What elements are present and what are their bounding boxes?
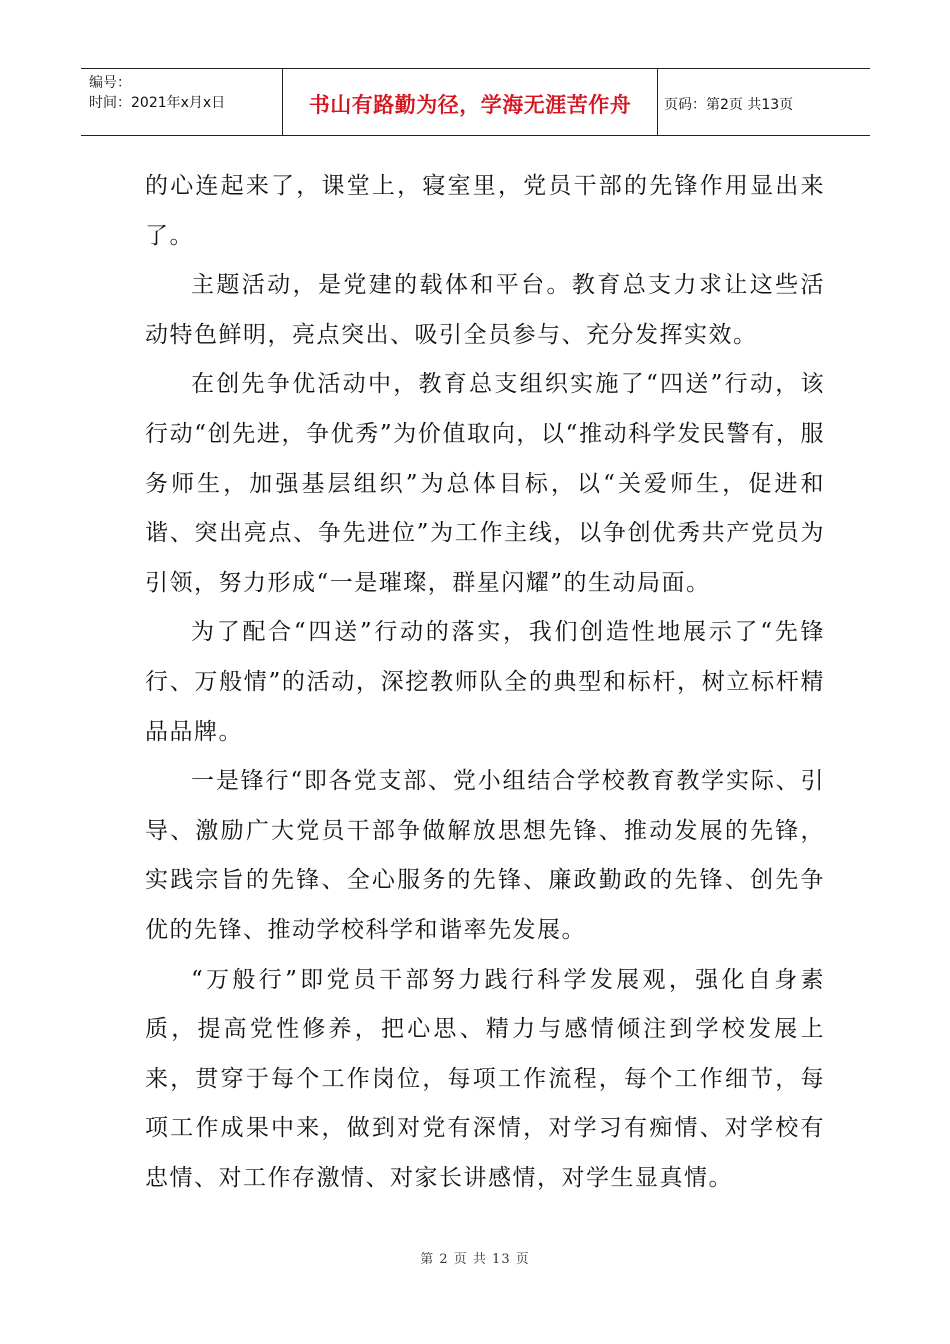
document-body <box>145 162 825 1203</box>
paragraph-continuation: 的心连起来了，课堂上，寝室里，党员干部的先锋作用显出来了。 <box>145 173 825 249</box>
paragraph: 为了配合“四送”行动的落实，我们创造性地展示了“先锋行、万般情”的活动，深挖教师队全的典型和标杆，树立标杆精品品牌。 <box>145 619 825 745</box>
paragraph: 在创先争优活动中，教育总支组织实施了“四送”行动，该行动“创先进，争优秀”为价值取向，以“推动科学发民警有，服务师生，加强基层组织”为总体目标，以“关爱师生，促进和谐、突出亮点、争先进位”为工作主线，以争创优秀共产党员为引领，努力形成“一是璀璨，群星闪耀”的生动局面。 <box>145 371 825 596</box>
date-label: 时间：2021年x月x日 <box>89 95 226 111</box>
header-meta-cell <box>81 69 283 135</box>
paragraph: “万般行”即党员干部努力践行科学发展观，强化自身素质，提高党性修养，把心思、精力与感情倾注到学校发展上来，贯穿于每个工作岗位，每项工作流程，每个工作细节，每项工作成果中来，做到对党有深情，对学习有痴情、对学校有忠情、对工作存激情、对家长讲感情，对学生显真情。 <box>145 966 825 1191</box>
paragraph: 一是锋行“即各党支部、党小组结合学校教育教学实际、引导、激励广大党员干部争做解放思想先锋、推动发展的先锋，实践宗旨的先锋、全心服务的先锋、廉政勤政的先锋、创先争优的先锋、推动学校科学和谐率先发展。 <box>145 768 825 943</box>
header-motto: 书山有路勤为径，学海无涯苦作舟 <box>283 69 658 135</box>
serial-number-label: 编号： <box>89 75 131 91</box>
page-footer: 第 2 页 共 13 页 <box>420 1252 530 1267</box>
header-page-info: 页码：第2页 共13页 <box>664 97 794 113</box>
paragraph: 主题活动，是党建的载体和平台。教育总支力求让这些活动特色鲜明，亮点突出、吸引全员参与、充分发挥实效。 <box>145 272 825 348</box>
document-header <box>81 68 870 136</box>
